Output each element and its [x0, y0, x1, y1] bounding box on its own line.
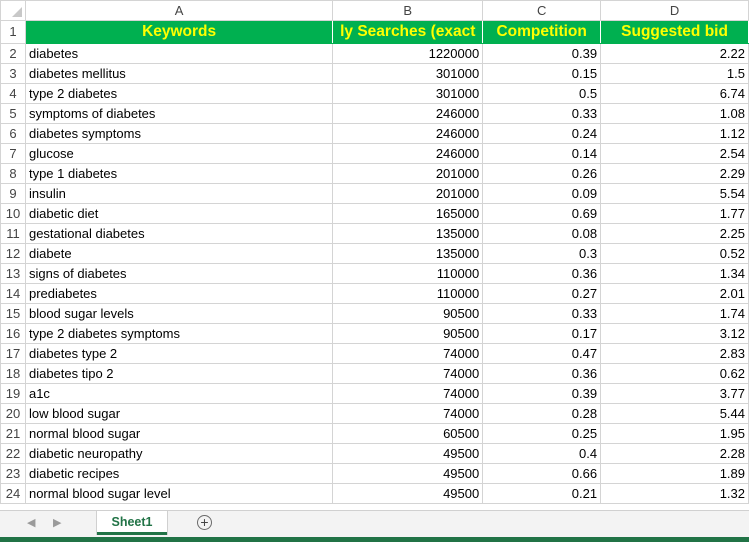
- bid-cell[interactable]: 2.22: [601, 44, 749, 64]
- row-header[interactable]: 3: [1, 64, 26, 84]
- plus-circle-icon[interactable]: +: [197, 515, 212, 530]
- keyword-cell[interactable]: type 1 diabetes: [25, 164, 332, 184]
- bid-cell[interactable]: 2.25: [601, 224, 749, 244]
- competition-cell[interactable]: 0.09: [483, 184, 601, 204]
- keyword-cell[interactable]: glucose: [25, 144, 332, 164]
- table-row: [1, 64, 749, 84]
- table-row: [1, 124, 749, 144]
- table-row: [1, 84, 749, 104]
- row-header[interactable]: 24: [1, 484, 26, 504]
- table-row: [1, 404, 749, 424]
- keyword-cell[interactable]: prediabetes: [25, 284, 332, 304]
- competition-cell[interactable]: 0.15: [483, 64, 601, 84]
- competition-cell[interactable]: 0.4: [483, 444, 601, 464]
- bid-cell[interactable]: 1.34: [601, 264, 749, 284]
- table-row: [1, 384, 749, 404]
- bid-cell[interactable]: 3.77: [601, 384, 749, 404]
- competition-cell[interactable]: 0.33: [483, 304, 601, 324]
- competition-cell[interactable]: 0.39: [483, 384, 601, 404]
- left-arrow-icon[interactable]: ◀: [27, 517, 36, 529]
- competition-cell[interactable]: 0.3: [483, 244, 601, 264]
- table-row: [1, 364, 749, 384]
- keyword-cell[interactable]: a1c: [25, 384, 332, 404]
- bid-cell[interactable]: 2.54: [601, 144, 749, 164]
- table-row: [1, 264, 749, 284]
- bid-cell[interactable]: 2.29: [601, 164, 749, 184]
- column-header-c[interactable]: C: [483, 1, 601, 21]
- competition-cell[interactable]: 0.27: [483, 284, 601, 304]
- row-header[interactable]: 9: [1, 184, 26, 204]
- row-header[interactable]: 5: [1, 104, 26, 124]
- searches-cell[interactable]: 74000: [333, 384, 483, 404]
- table-row: [1, 344, 749, 364]
- searches-cell[interactable]: 90500: [333, 324, 483, 344]
- bid-cell[interactable]: 1.89: [601, 464, 749, 484]
- right-arrow-icon[interactable]: ▶: [53, 517, 62, 529]
- table-row: [1, 244, 749, 264]
- bid-cell[interactable]: 0.62: [601, 364, 749, 384]
- table-row: [1, 44, 749, 64]
- keyword-cell[interactable]: symptoms of diabetes: [25, 104, 332, 124]
- keyword-cell[interactable]: diabetic recipes: [25, 464, 332, 484]
- header-cell-bid[interactable]: Suggested bid: [601, 21, 749, 44]
- searches-cell[interactable]: 90500: [333, 304, 483, 324]
- searches-cell[interactable]: 165000: [333, 204, 483, 224]
- searches-cell[interactable]: 49500: [333, 444, 483, 464]
- keyword-cell[interactable]: signs of diabetes: [25, 264, 332, 284]
- keyword-cell[interactable]: type 2 diabetes: [25, 84, 332, 104]
- table-row: [1, 144, 749, 164]
- searches-cell[interactable]: 201000: [333, 184, 483, 204]
- keyword-cell[interactable]: insulin: [25, 184, 332, 204]
- bid-cell[interactable]: 2.01: [601, 284, 749, 304]
- keyword-cell[interactable]: diabetes: [25, 44, 332, 64]
- table-row: [1, 164, 749, 184]
- competition-cell[interactable]: 0.21: [483, 484, 601, 504]
- keyword-cell[interactable]: diabete: [25, 244, 332, 264]
- searches-cell[interactable]: 74000: [333, 364, 483, 384]
- searches-cell[interactable]: 135000: [333, 224, 483, 244]
- header-cell-searches[interactable]: ly Searches (exact: [333, 21, 483, 44]
- keyword-cell[interactable]: blood sugar levels: [25, 304, 332, 324]
- bid-cell[interactable]: 0.52: [601, 244, 749, 264]
- competition-cell[interactable]: 0.25: [483, 424, 601, 444]
- table-row: [1, 204, 749, 224]
- competition-cell[interactable]: 0.33: [483, 104, 601, 124]
- row-header[interactable]: 23: [1, 464, 26, 484]
- sheet-tab-sheet1[interactable]: Sheet1: [97, 511, 167, 535]
- table-row: [1, 284, 749, 304]
- searches-cell[interactable]: 74000: [333, 344, 483, 364]
- competition-cell[interactable]: 0.36: [483, 264, 601, 284]
- header-cell-competition[interactable]: Competition: [483, 21, 601, 44]
- searches-cell[interactable]: 246000: [333, 104, 483, 124]
- header-cell-keywords[interactable]: Keywords: [25, 21, 332, 44]
- searches-cell[interactable]: 301000: [333, 84, 483, 104]
- column-header-b[interactable]: B: [333, 1, 483, 21]
- searches-cell[interactable]: 1220000: [333, 44, 483, 64]
- table-row: [1, 104, 749, 124]
- table-row: [1, 464, 749, 484]
- keyword-cell[interactable]: normal blood sugar: [25, 424, 332, 444]
- row-header[interactable]: 16: [1, 324, 26, 344]
- bid-cell[interactable]: 6.74: [601, 84, 749, 104]
- competition-cell[interactable]: 0.39: [483, 44, 601, 64]
- column-header-d[interactable]: D: [601, 1, 749, 21]
- searches-cell[interactable]: 49500: [333, 464, 483, 484]
- keyword-cell[interactable]: diabetes mellitus: [25, 64, 332, 84]
- status-bar: [0, 537, 749, 542]
- row-header[interactable]: 22: [1, 444, 26, 464]
- row-header[interactable]: 11: [1, 224, 26, 244]
- bid-cell[interactable]: 3.12: [601, 324, 749, 344]
- row-header[interactable]: 21: [1, 424, 26, 444]
- row-header[interactable]: 1: [1, 21, 26, 44]
- table-row: [1, 444, 749, 464]
- row-header[interactable]: 6: [1, 124, 26, 144]
- keyword-cell[interactable]: normal blood sugar level: [25, 484, 332, 504]
- searches-cell[interactable]: 49500: [333, 484, 483, 504]
- column-header-a[interactable]: A: [25, 1, 332, 21]
- bid-cell[interactable]: 1.77: [601, 204, 749, 224]
- row-header[interactable]: 4: [1, 84, 26, 104]
- row-header[interactable]: 14: [1, 284, 26, 304]
- row-header[interactable]: 19: [1, 384, 26, 404]
- keyword-cell[interactable]: gestational diabetes: [25, 224, 332, 244]
- competition-cell[interactable]: 0.47: [483, 344, 601, 364]
- searches-cell[interactable]: 60500: [333, 424, 483, 444]
- select-all-corner[interactable]: [1, 1, 26, 21]
- keyword-cell[interactable]: type 2 diabetes symptoms: [25, 324, 332, 344]
- table-row: [1, 304, 749, 324]
- bid-cell[interactable]: 5.44: [601, 404, 749, 424]
- bid-cell[interactable]: 1.5: [601, 64, 749, 84]
- row-header[interactable]: 20: [1, 404, 26, 424]
- searches-cell[interactable]: 246000: [333, 124, 483, 144]
- bid-cell[interactable]: 5.54: [601, 184, 749, 204]
- keyword-cell[interactable]: diabetes symptoms: [25, 124, 332, 144]
- competition-cell[interactable]: 0.5: [483, 84, 601, 104]
- keyword-cell[interactable]: low blood sugar: [25, 404, 332, 424]
- competition-cell[interactable]: 0.24: [483, 124, 601, 144]
- bid-cell[interactable]: 1.95: [601, 424, 749, 444]
- table-row: [1, 184, 749, 204]
- row-header[interactable]: 18: [1, 364, 26, 384]
- row-header[interactable]: 12: [1, 244, 26, 264]
- searches-cell[interactable]: 301000: [333, 64, 483, 84]
- competition-cell[interactable]: 0.14: [483, 144, 601, 164]
- searches-cell[interactable]: 74000: [333, 404, 483, 424]
- keyword-cell[interactable]: diabetes tipo 2: [25, 364, 332, 384]
- row-header[interactable]: 15: [1, 304, 26, 324]
- row-header[interactable]: 2: [1, 44, 26, 64]
- competition-cell[interactable]: 0.28: [483, 404, 601, 424]
- row-header[interactable]: 17: [1, 344, 26, 364]
- bid-cell[interactable]: 2.83: [601, 344, 749, 364]
- row-header[interactable]: 8: [1, 164, 26, 184]
- table-row: [1, 424, 749, 444]
- competition-cell[interactable]: 0.36: [483, 364, 601, 384]
- competition-cell[interactable]: 0.66: [483, 464, 601, 484]
- keyword-cell[interactable]: diabetic neuropathy: [25, 444, 332, 464]
- bid-cell[interactable]: 1.12: [601, 124, 749, 144]
- competition-cell[interactable]: 0.26: [483, 164, 601, 184]
- sheet-tab-bar: [0, 510, 749, 537]
- searches-cell[interactable]: 135000: [333, 244, 483, 264]
- table-header-row: [1, 21, 749, 44]
- searches-cell[interactable]: 110000: [333, 264, 483, 284]
- searches-cell[interactable]: 246000: [333, 144, 483, 164]
- row-header[interactable]: 13: [1, 264, 26, 284]
- bid-cell[interactable]: 1.08: [601, 104, 749, 124]
- competition-cell[interactable]: 0.69: [483, 204, 601, 224]
- table-row: [1, 484, 749, 504]
- row-header[interactable]: 10: [1, 204, 26, 224]
- keyword-cell[interactable]: diabetic diet: [25, 204, 332, 224]
- row-header[interactable]: 7: [1, 144, 26, 164]
- keyword-cell[interactable]: diabetes type 2: [25, 344, 332, 364]
- searches-cell[interactable]: 110000: [333, 284, 483, 304]
- competition-cell[interactable]: 0.17: [483, 324, 601, 344]
- bid-cell[interactable]: 1.74: [601, 304, 749, 324]
- table-row: [1, 224, 749, 244]
- table-row: [1, 324, 749, 344]
- competition-cell[interactable]: 0.08: [483, 224, 601, 244]
- bid-cell[interactable]: 2.28: [601, 444, 749, 464]
- bid-cell[interactable]: 1.32: [601, 484, 749, 504]
- select-all-triangle-icon: [12, 7, 22, 17]
- searches-cell[interactable]: 201000: [333, 164, 483, 184]
